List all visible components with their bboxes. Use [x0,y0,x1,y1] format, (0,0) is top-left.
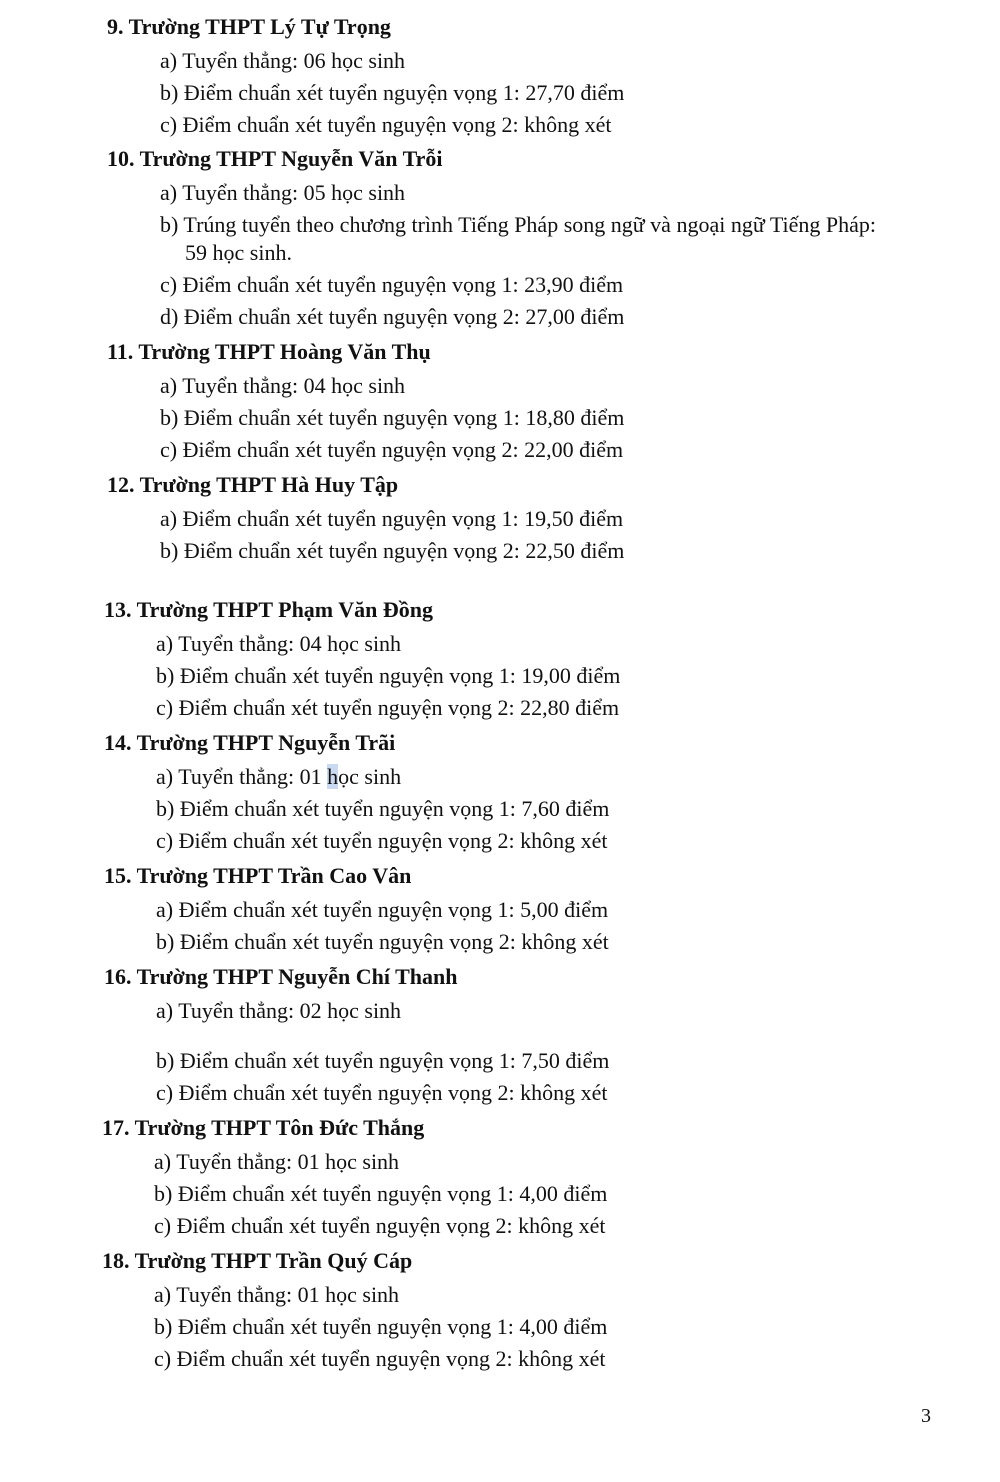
list-item: c) Điểm chuẩn xét tuyển nguyện vọng 2: không xét [156,1080,608,1105]
list-item: a) Điểm chuẩn xét tuyển nguyện vọng 1: 19,50 điểm [160,506,624,531]
list-item: c) Điểm chuẩn xét tuyển nguyện vọng 2: 22,00 điểm [160,437,624,462]
list-item: a) Tuyển thẳng: 02 học sinh [156,998,402,1023]
section-heading: 12. Trường THPT Hà Huy Tập [107,472,399,497]
list-item: b) Điểm chuẩn xét tuyển nguyện vọng 1: 19,00 điểm [156,663,621,688]
list-item: c) Điểm chuẩn xét tuyển nguyện vọng 1: 23,90 điểm [160,272,624,297]
section-heading: 15. Trường THPT Trần Cao Vân [104,863,412,888]
list-item: a) Tuyển thẳng: 05 học sinh [160,180,406,205]
list-item: b) Trúng tuyển theo chương trình Tiếng Pháp song ngữ và ngoại ngữ Tiếng Pháp: [160,212,876,237]
list-item: b) Điểm chuẩn xét tuyển nguyện vọng 1: 7,60 điểm [156,796,610,821]
list-item: a) Điểm chuẩn xét tuyển nguyện vọng 1: 5,00 điểm [156,897,609,922]
section-heading: 18. Trường THPT Trần Quý Cáp [102,1248,413,1273]
list-item: d) Điểm chuẩn xét tuyển nguyện vọng 2: 27,00 điểm [160,304,625,329]
list-item [156,764,401,790]
list-item: a) Tuyển thẳng: 04 học sinh [160,373,406,398]
list-item: a) Tuyển thẳng: 04 học sinh [156,631,402,656]
section-heading: 13. Trường THPT Phạm Văn Đồng [104,597,433,622]
list-item: b) Điểm chuẩn xét tuyển nguyện vọng 2: 22,50 điểm [160,538,625,563]
list-item: b) Điểm chuẩn xét tuyển nguyện vọng 1: 27,70 điểm [160,80,625,105]
section-heading: 17. Trường THPT Tôn Đức Thắng [102,1115,425,1140]
list-item: c) Điểm chuẩn xét tuyển nguyện vọng 2: không xét [156,828,608,853]
list-item: b) Điểm chuẩn xét tuyển nguyện vọng 2: không xét [156,929,609,954]
page-number: 3 [921,1405,931,1427]
section-heading: 14. Trường THPT Nguyễn Trãi [104,730,396,755]
section-heading: 16. Trường THPT Nguyễn Chí Thanh [104,964,458,989]
list-item-continuation: 59 học sinh. [185,240,292,265]
list-item: c) Điểm chuẩn xét tuyển nguyện vọng 2: không xét [154,1346,606,1371]
list-item: c) Điểm chuẩn xét tuyển nguyện vọng 2: không xét [160,112,612,137]
section-heading: 11. Trường THPT Hoàng Văn Thụ [107,339,431,364]
list-item: a) Tuyển thẳng: 01 học sinh [154,1149,400,1174]
list-item: c) Điểm chuẩn xét tuyển nguyện vọng 2: 22,80 điểm [156,695,620,720]
section-heading: 9. Trường THPT Lý Tự Trọng [107,14,391,39]
list-item: b) Điểm chuẩn xét tuyển nguyện vọng 1: 4,00 điểm [154,1181,608,1206]
text-run: ọc sinh [338,764,402,789]
section-heading: 10. Trường THPT Nguyễn Văn Trỗi [107,146,443,171]
text-selection[interactable]: h [327,764,339,789]
list-item: b) Điểm chuẩn xét tuyển nguyện vọng 1: 7,50 điểm [156,1048,610,1073]
list-item: a) Tuyển thẳng: 06 học sinh [160,48,406,73]
list-item: b) Điểm chuẩn xét tuyển nguyện vọng 1: 4,00 điểm [154,1314,608,1339]
list-item: b) Điểm chuẩn xét tuyển nguyện vọng 1: 18,80 điểm [160,405,625,430]
list-item: c) Điểm chuẩn xét tuyển nguyện vọng 2: không xét [154,1213,606,1238]
text-run: a) Tuyển thẳng: 01 [156,764,328,789]
list-item: a) Tuyển thẳng: 01 học sinh [154,1282,400,1307]
